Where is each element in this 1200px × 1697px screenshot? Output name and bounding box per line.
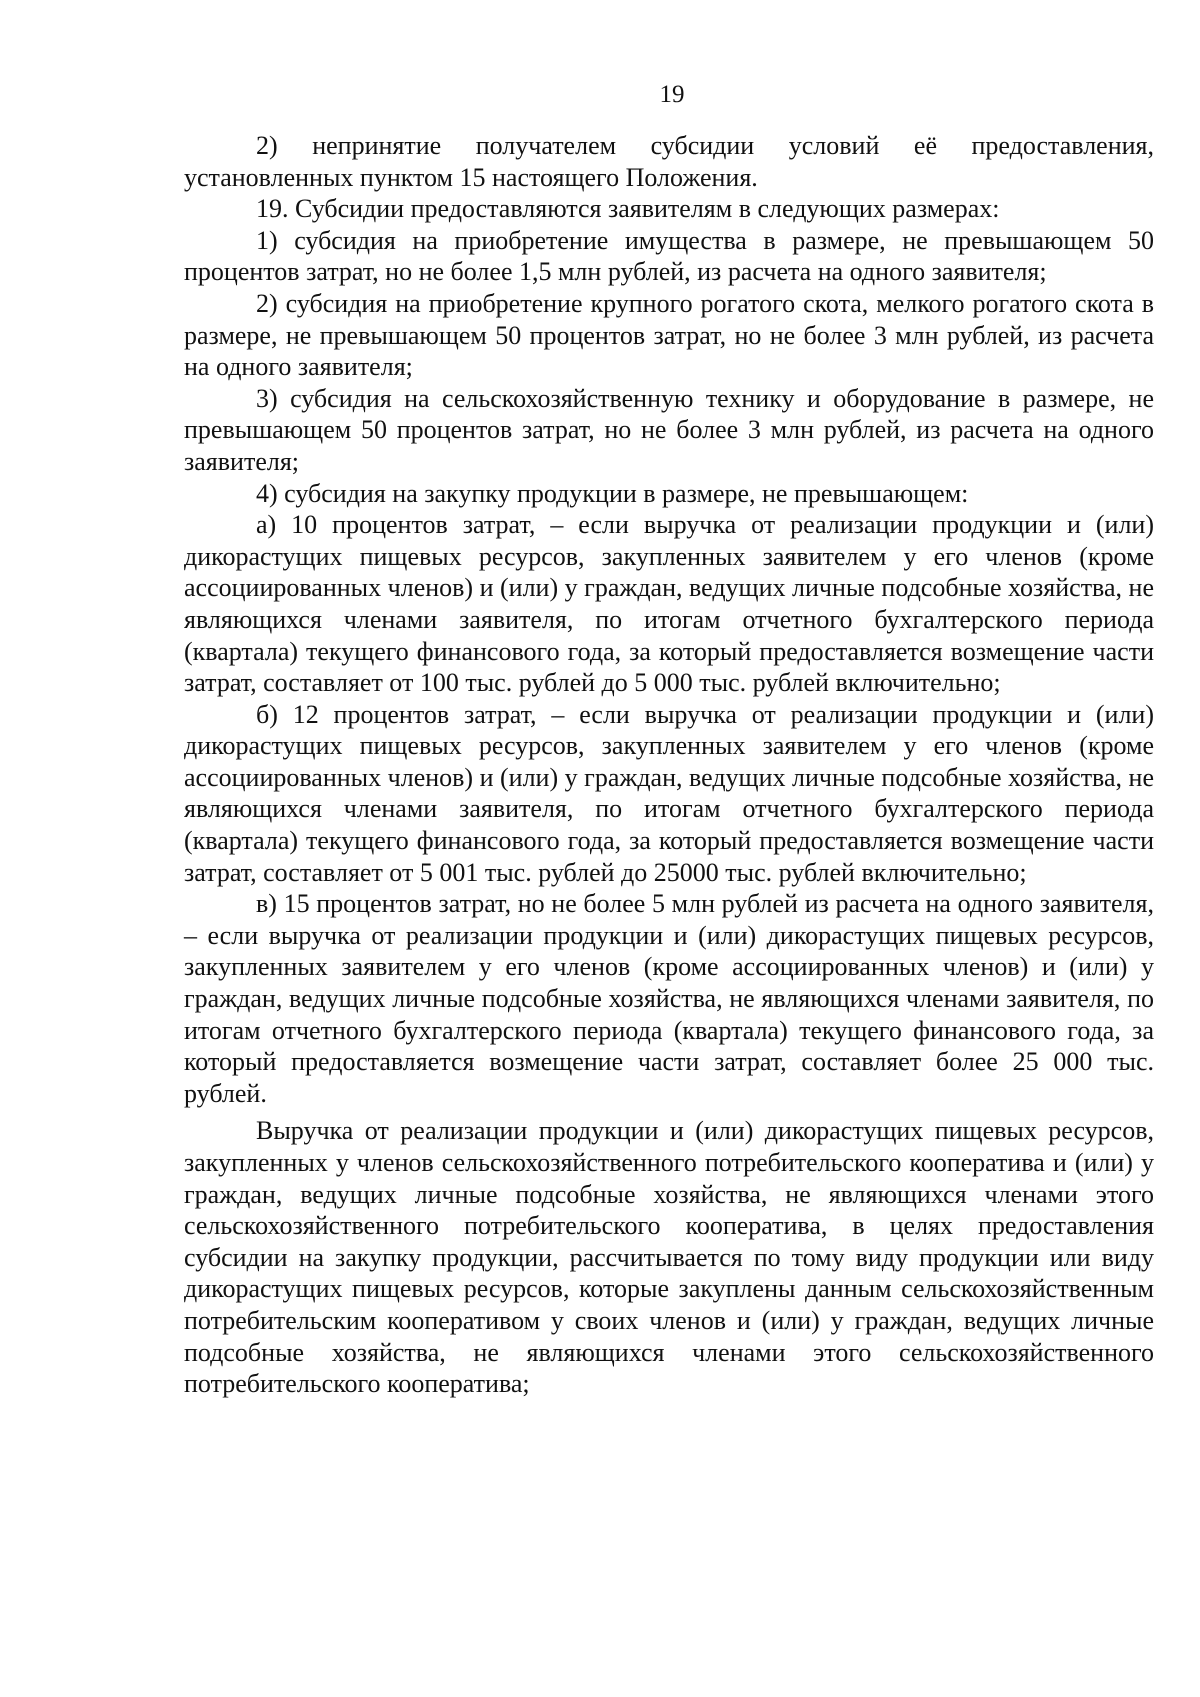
paragraph-procurement-b: б) 12 процентов затрат, – если выручка от реализации продукции и (или) дикорастущих пищевых ресурсов, закупленных заявителем у его членов (кроме ассоциированных членов) и (или) у граждан, ведущих личные подсобные хозяйства, не являющихся членами заявителя, по итогам отчетного бухгалтерского периода (квартала) текущего финансового года, за который предоставляется возмещение части затрат, составляет от 5 001 тыс. рублей до 25000 тыс. рублей включительно; [184,699,1154,887]
paragraph-revenue-calculation: Выручка от реализации продукции и (или) дикорастущих пищевых ресурсов, закупленных у членов сельскохозяйственного потребительского кооператива и (или) у граждан, ведущих личные подсобные хозяйства, не являющихся членами этого сельскохозяйственного потребительского кооператива, в целях предоставления субсидии на закупку продукции, рассчитывается по тому виду продукции или виду дикорастущих пищевых ресурсов, которые закуплены данным сельскохозяйственным потребительским кооперативом у своих членов и (или) у граждан, ведущих личные подсобные хозяйства, не являющихся членами этого сельскохозяйственного потребительского кооператива; [184,1116,1154,1399]
paragraph-subsidy-equipment: 3) субсидия на сельскохозяйственную технику и оборудование в размере, не превышающем 50 процентов затрат, но не более 3 млн рублей, из расчета на одного заявителя; [184,383,1154,476]
paragraph-refusal-conditions: 2) непринятие получателем субсидии условий её предоставления, установленных пунктом 15 настоящего Положения. [184,131,1154,192]
page-number: 19 [659,81,685,108]
paragraph-procurement-c: в) 15 процентов затрат, но не более 5 млн рублей из расчета на одного заявителя, – если выручка от реализации продукции и (или) дикорастущих пищевых ресурсов, закупленных заявителем у его членов (кроме ассоциированных членов) и (или) у граждан, ведущих личные подсобные хозяйства, не являющихся членами заявителя, по итогам отчетного бухгалтерского периода (квартала) текущего финансового года, за который предоставляется возмещение части затрат, составляет более 25 000 тыс. рублей. [184,889,1154,1108]
paragraph-section-19: 19. Субсидии предоставляются заявителям в следующих размерах: [256,194,1000,224]
paragraph-subsidy-procurement: 4) субсидия на закупку продукции в размере, не превышающем: [256,478,969,508]
document-body [184,130,1154,1400]
paragraph-procurement-a: а) 10 процентов затрат, – если выручка от реализации продукции и (или) дикорастущих пищевых ресурсов, закупленных заявителем у его членов (кроме ассоциированных членов) и (или) у граждан, ведущих личные подсобные хозяйства, не являющихся членами заявителя, по итогам отчетного бухгалтерского периода (квартала) текущего финансового года, за который предоставляется возмещение части затрат, составляет от 100 тыс. рублей до 5 000 тыс. рублей включительно; [184,510,1154,698]
paragraph-subsidy-livestock: 2) субсидия на приобретение крупного рогатого скота, мелкого рогатого скота в размере, не превышающем 50 процентов затрат, но не более 3 млн рублей, из расчета на одного заявителя; [184,288,1154,382]
paragraph-subsidy-property: 1) субсидия на приобретение имущества в размере, не превышающем 50 процентов затрат, но не более 1,5 млн рублей, из расчета на одного заявителя; [184,225,1154,287]
